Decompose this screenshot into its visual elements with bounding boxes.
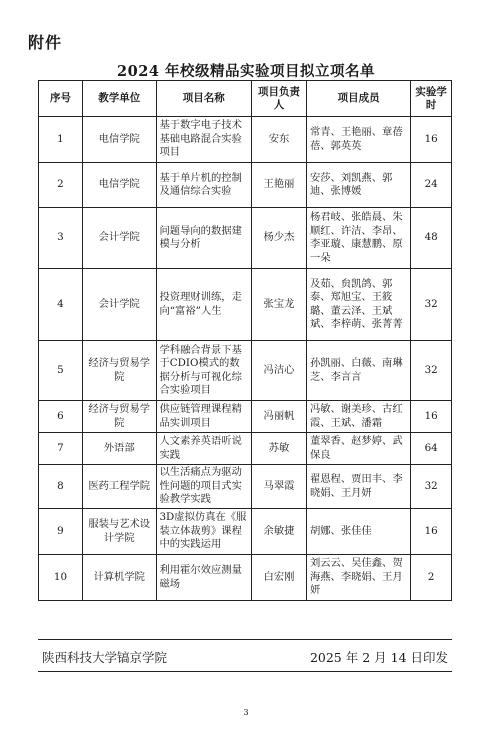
cell-no: 8 [39,465,83,509]
cell-project: 3D虚拟仿真在《服装立体裁剪》课程中的实践运用 [156,509,252,555]
cell-project: 以生活痛点为驱动性问题的项目式实验教学实践 [156,465,252,509]
cell-no: 3 [39,208,83,269]
document-title: 2024 年校级精品实验项目拟立项名单 [117,63,375,80]
cell-hours: 32 [411,341,452,401]
cell-no: 2 [39,163,83,208]
cell-unit: 经济与贸易学院 [82,401,156,433]
table-row [39,555,452,601]
table-row [39,208,452,269]
cell-project: 学科融合背景下基于CDIO模式的数据分析与可视化综合实验项目 [156,341,252,401]
table-row [39,433,452,465]
cell-leader: 冯洁心 [252,341,307,401]
cell-unit: 电信学院 [82,117,156,163]
cell-leader: 张宝龙 [252,269,307,341]
cell-no: 6 [39,401,83,433]
cell-no: 9 [39,509,83,555]
cell-leader: 白宏刚 [252,555,307,601]
footer-divider-top [38,639,452,640]
cell-hours: 32 [411,269,452,341]
cell-no: 5 [39,341,83,401]
header-leader: 项目负责人 [252,81,307,117]
cell-no: 10 [39,555,83,601]
header-hours: 实验学时 [411,81,452,117]
cell-members: 胡娜、张佳佳 [306,509,410,555]
page-number: 3 [243,708,249,717]
footer-divider-bottom [38,671,452,672]
cell-members: 及茹、贠凯鸽、郭泰、郑旭宝、王筱璐、董云泽、王斌斌、李梓萌、张菁菁 [306,269,410,341]
cell-unit: 电信学院 [82,163,156,208]
cell-hours: 2 [411,555,452,601]
cell-no: 1 [39,117,83,163]
table-row [39,401,452,433]
cell-members: 冯敏、谢美珍、古红霞、王斌、潘霜 [306,401,410,433]
cell-leader: 王艳丽 [252,163,307,208]
cell-members: 常青、王艳丽、章蓓蓓、郭英英 [306,117,410,163]
cell-leader: 余敏捷 [252,509,307,555]
table-row [39,269,452,341]
cell-hours: 16 [411,401,452,433]
table-row [39,509,452,555]
table-row [39,163,452,208]
attachment-label: 附件 [28,33,63,52]
header-project: 项目名称 [156,81,252,117]
cell-no: 7 [39,433,83,465]
header-unit: 教学单位 [82,81,156,117]
header-no: 序号 [39,81,83,117]
footer-issuer: 陕西科技大学镐京学院 [42,650,168,665]
table-row [39,465,452,509]
cell-hours: 16 [411,509,452,555]
cell-hours: 24 [411,163,452,208]
cell-project: 问题导向的数据建模与分析 [156,208,252,269]
cell-project: 人文素养英语听说实践 [156,433,252,465]
cell-unit: 会计学院 [82,208,156,269]
cell-hours: 64 [411,433,452,465]
cell-project: 基于单片机的控制及通信综合实验 [156,163,252,208]
cell-unit: 外语部 [82,433,156,465]
cell-hours: 32 [411,465,452,509]
cell-members: 安莎、刘凯燕、郭迪、张博媛 [306,163,410,208]
table-header-row [39,81,452,117]
cell-unit: 计算机学院 [82,555,156,601]
cell-project: 利用霍尔效应测量磁场 [156,555,252,601]
table-row [39,117,452,163]
cell-unit: 服装与艺术设计学院 [82,509,156,555]
cell-members: 刘云云、吴佳鑫、贺海燕、李晓娟、王月妍 [306,555,410,601]
cell-unit: 经济与贸易学院 [82,341,156,401]
cell-unit: 会计学院 [82,269,156,341]
cell-members: 翟恩程、贾田丰、李晓娟、王月妍 [306,465,410,509]
cell-members: 杨君岐、张皓晨、朱顺红、许洁、李昂、李亚璇、康慧鹏、原一朵 [306,208,410,269]
cell-unit: 医药工程学院 [82,465,156,509]
cell-project: 投资理财训练，走向“富裕”人生 [156,269,252,341]
cell-hours: 16 [411,117,452,163]
cell-hours: 48 [411,208,452,269]
cell-leader: 苏敏 [252,433,307,465]
header-members: 项目成员 [306,81,410,117]
cell-leader: 安东 [252,117,307,163]
cell-no: 4 [39,269,83,341]
cell-leader: 冯丽帆 [252,401,307,433]
cell-members: 董翠香、赵梦婷、武保良 [306,433,410,465]
cell-project: 基于数字电子技术基础电路混合实验项目 [156,117,252,163]
cell-members: 孙凯丽、白薇、南琳芝、李言言 [306,341,410,401]
table-row [39,341,452,401]
cell-leader: 马翠霞 [252,465,307,509]
project-list-table [38,80,452,601]
footer-date: 2025 年 2 月 14 日印发 [309,650,448,665]
cell-leader: 杨少杰 [252,208,307,269]
cell-project: 供应链管理课程精品实训项目 [156,401,252,433]
